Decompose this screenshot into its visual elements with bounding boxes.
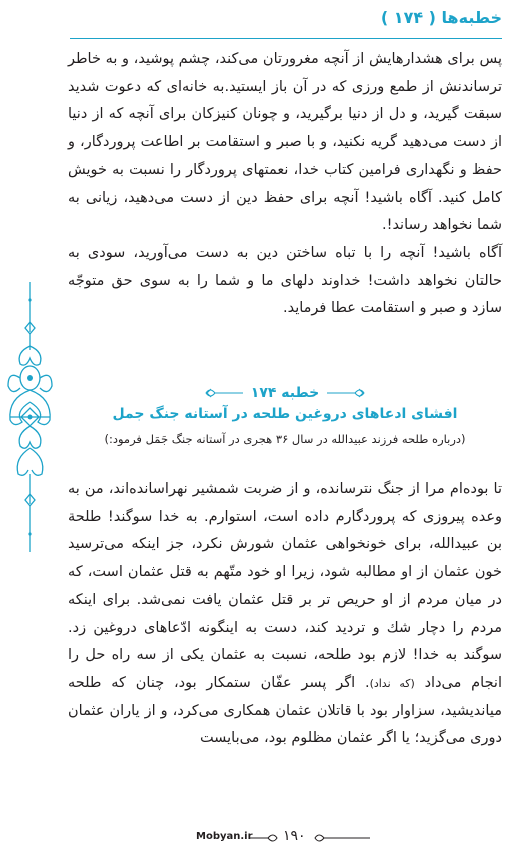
sermon-heading	[68, 382, 502, 446]
sermon-number-row	[68, 382, 502, 404]
footer-scroll-ornament-icon	[312, 831, 372, 845]
page-number: ۱۹۰	[283, 828, 306, 844]
sermon-subtitle: (درباره طلحه فرزند عبیدالله در سال ۳۶ هجری در آستانه جنگ جَمَل فرمود:)	[104, 432, 466, 446]
body-paragraph: پس برای هشدارهایش از آنچه مغرورتان می‌کند، چشم پوشید، و به خاطر ترساندنش از طمع ورزی که در آن باز ایستید.به خانه‌ای که دعوت شدید سبقت گیرید، و دل از دنیا برگیرید، و چونان کنیزکان برای آنچه که از دنیا از دست می‌دهید گریه نکنید، و با صبر و استقامت بر اطاعت پروردگار، و حفظ و نگهداری فرامین کتاب خدا، نعمتهای پروردگار را نسبت به خویش کامل کنید. آگاه باشید! آنچه برای حفظ دین از دست می‌دهید، زیانی به شما نخواهد رساند!.	[68, 51, 502, 234]
sermon-title: افشای ادعاهای دروغین طلحه در آستانه جنگ جمل	[112, 406, 458, 422]
heading-scroll-ornament-icon	[325, 386, 367, 400]
parenthetical-note: (كه نداد)	[369, 676, 415, 690]
footer-scroll-ornament-icon	[248, 831, 280, 845]
page-header	[70, 6, 502, 36]
site-watermark-label: Mobyan.ir	[196, 831, 253, 842]
side-arabesque-ornament-icon	[4, 282, 56, 552]
paragraph-tail-text: . اگر پسر عفّان ستمکار بود، چنان که طلحه میاندیشید، سزاوار بود با قاتلان عثمان همکاری می‌کرد، و از یاران عثمان دوری می‌گزید؛ یا اگر عثمان مظلوم بود، می‌بایست	[68, 674, 502, 747]
body-paragraph	[68, 476, 502, 753]
running-header-title: خطبه‌ها ( ۱۷۴ )	[380, 8, 502, 27]
paragraph-main-text: تا بوده‌ام مرا از جنگ نترسانده، و از ضربت شمشیر نهراسانده‌اند، من به وعده پیروزی که پروردگارم داده است، استوارم. به خدا سوگند! طلحة بن عبیدالله، برای خونخواهی عثمان شورش نکرد، جز اینکه می‌ترسید خون عثمان از او مطالبه شود، زیرا او خود متّهم به قتل عثمان است، که در میان مردم از او حریص تر بر قتل عثمان یافت نمی‌شد. برای اینکه مردم را دچار شك و تردید کند، دست به اینگونه ادّعاهای دروغین زد. سوگند به خدا! لازم بود طلحه، نسبت به عثمان یکی از سه راه حل را انجام می‌داد	[68, 481, 502, 691]
body-text-block-1	[68, 46, 502, 323]
sermon-number: خطبه ۱۷۴	[250, 385, 320, 401]
heading-scroll-ornament-icon	[203, 386, 245, 400]
body-paragraph: آگاه باشید! آنچه را با تباه ساختن دین به دست می‌آورید، سودی به حالتان نخواهد داشت! خداوند دلهای ما و شما را به سوی حق متوجّه سازد و صبر و استقامت عطا فرماید.	[68, 244, 502, 317]
body-text-block-2	[68, 476, 502, 753]
header-divider	[70, 38, 502, 39]
page-footer	[0, 828, 520, 850]
